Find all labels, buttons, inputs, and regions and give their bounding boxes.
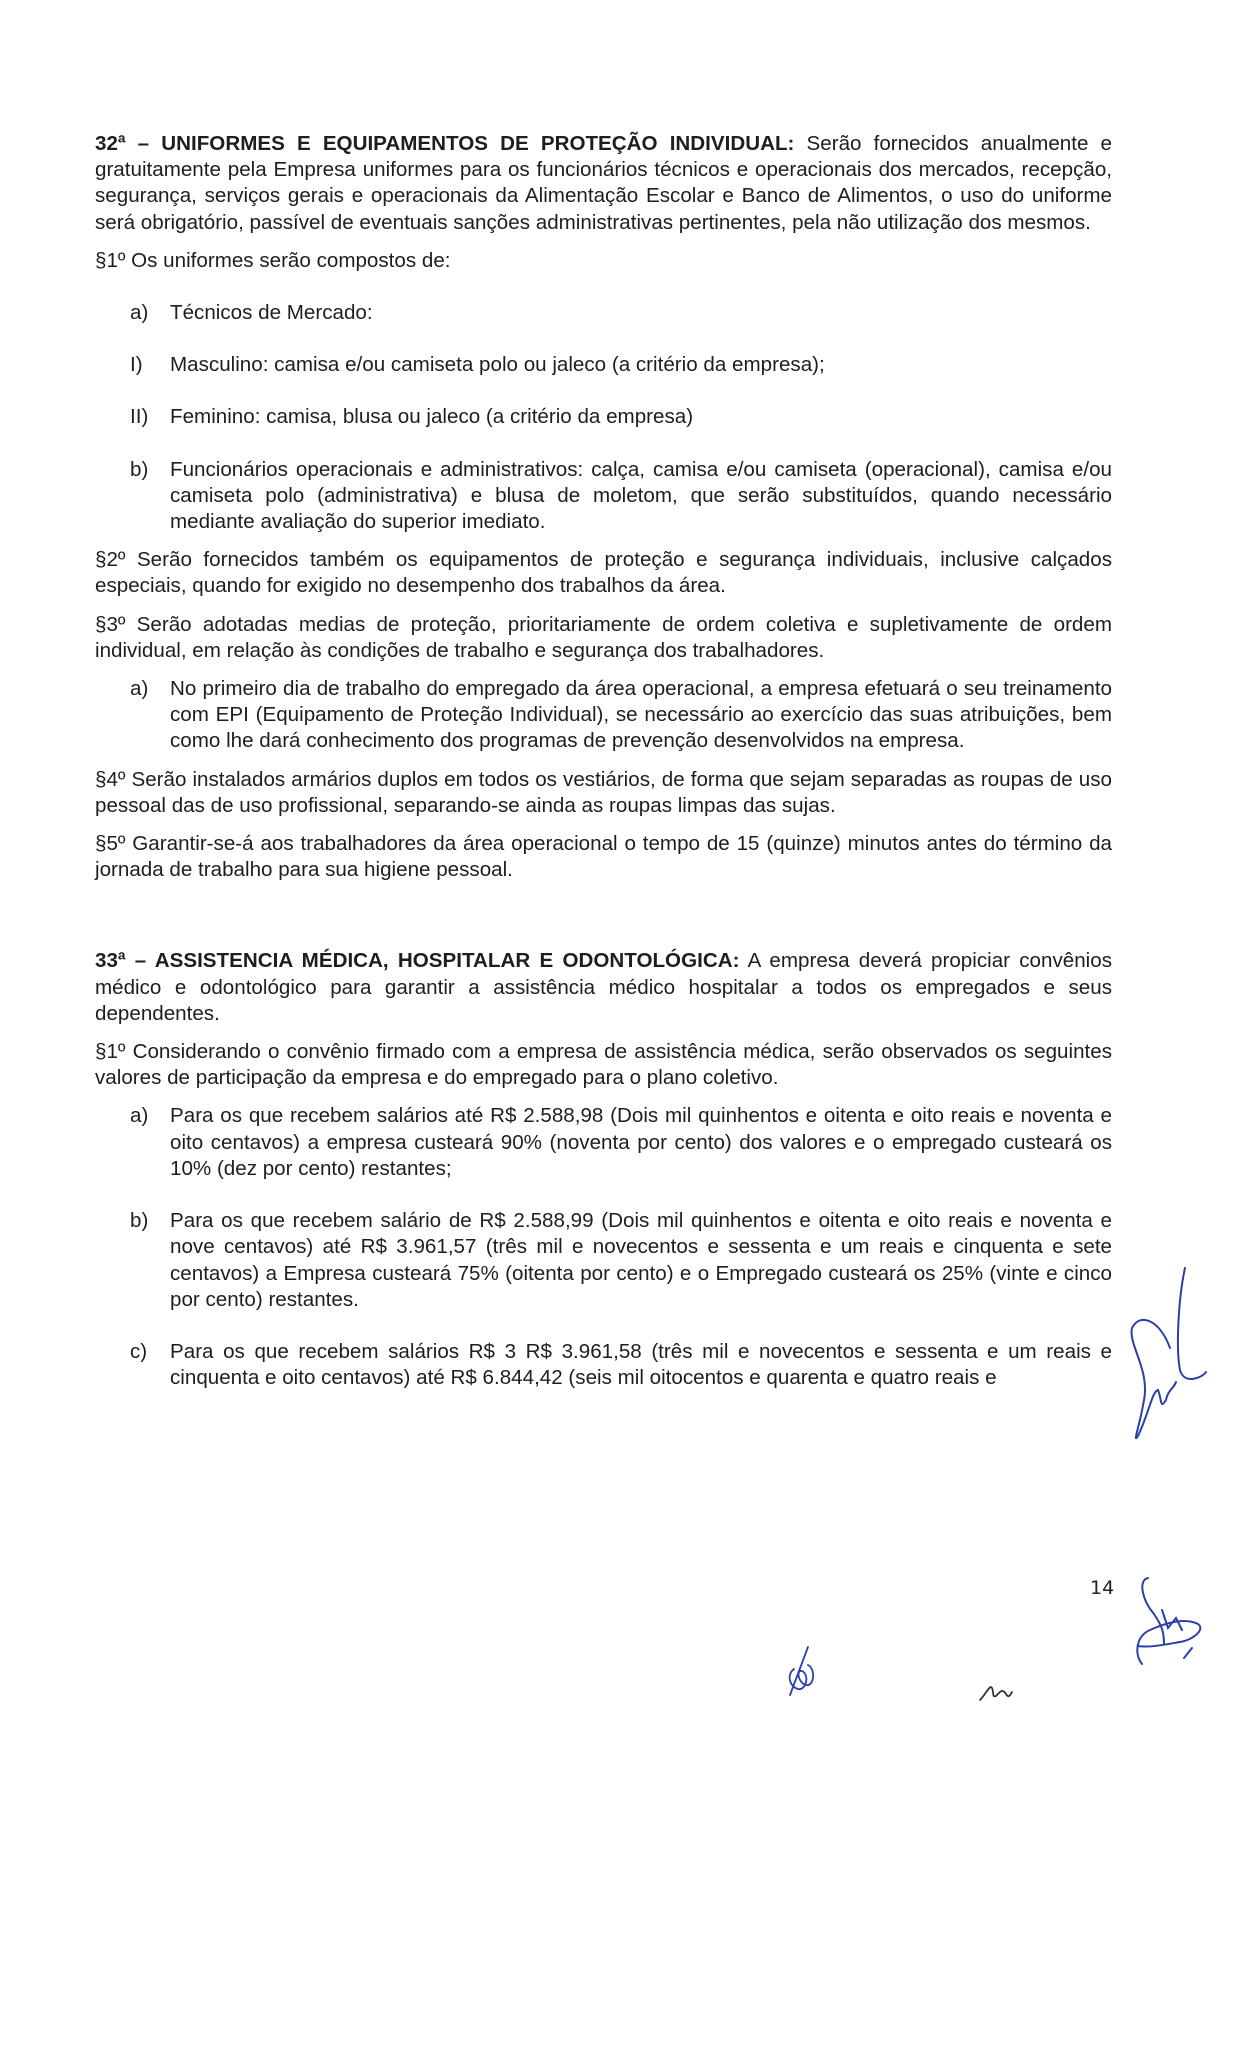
document-page [95, 131, 1112, 1391]
list-item-label: b) [130, 457, 149, 481]
list-item [130, 457, 1112, 536]
clause-32-paragraph-3: §3º Serão adotadas medias de proteção, prioritariamente de ordem coletiva e supletivamente de ordem individual, em relação às condições de trabalho e segurança dos trabalhadores. [95, 612, 1112, 662]
list-item-text: No primeiro dia de trabalho do empregado da área operacional, a empresa efetuará o seu treinamento com EPI (Equipamento de Proteção Individual), se necessário ao exercício das suas atribuições, bem como lhe dará conhecimento dos programas de prevenção desenvolvidos na empresa. [170, 677, 1112, 753]
clause-33-intro-text: A empresa deverá propiciar convênios médico e odontológico para garantir a assistência médico hospitalar a todos os empregados e seus dependentes. [95, 949, 1112, 1025]
clause-32-heading: 32ª – UNIFORMES E EQUIPAMENTOS DE PROTEÇÃO INDIVIDUAL: [95, 132, 795, 155]
page-number: 14 [1090, 1577, 1115, 1599]
list-item [130, 352, 1112, 378]
clause-32-paragraph-4: §4º Serão instalados armários duplos em todos os vestiários, de forma que sejam separadas as roupas de uso pessoal das de uso profissional, separando-se ainda as roupas limpas das sujas. [95, 767, 1112, 817]
clause-32-intro [95, 131, 1112, 236]
initials-left [780, 1645, 830, 1705]
initials-center [978, 1680, 1018, 1704]
list-item-label: II) [130, 405, 149, 429]
list-item-label: b) [130, 1209, 149, 1233]
list-item-label: I) [130, 353, 143, 377]
initials-right [1120, 1570, 1220, 1670]
list-item-text: Masculino: camisa e/ou camiseta polo ou jaleco (a critério da empresa); [170, 353, 825, 377]
list-item-text: Funcionários operacionais e administrativos: calça, camisa e/ou camiseta (operacional), camisa e/ou camiseta polo (administrativa) e blusa de moletom, que serão substituídos, quando necessário mediante avaliação do superior imediato. [170, 457, 1112, 534]
list-item-text: Para os que recebem salários até R$ 2.588,98 (Dois mil quinhentos e oitenta e oito reais e noventa e oito centavos) a empresa custeará 90% (noventa por cento) dos valores e o empregado custeará os 10% (dez por cento) restantes; [170, 1104, 1112, 1180]
signature-margin [1110, 1260, 1210, 1460]
list-item [130, 300, 1112, 326]
clause-32-paragraph-2: §2º Serão fornecidos também os equipamentos de proteção e segurança individuais, inclusive calçados especiais, quando for exigido no desempenho dos trabalhos da área. [95, 548, 1112, 598]
list-item-label: a) [130, 301, 149, 325]
clause-32-paragraph-5: §5º Garantir-se-á aos trabalhadores da área operacional o tempo de 15 (quinze) minutos antes do término da jornada de trabalho para sua higiene pessoal. [95, 832, 1112, 882]
clause-33-heading: 33ª – ASSISTENCIA MÉDICA, HOSPITALAR E ODONTOLÓGICA: [95, 949, 740, 973]
clause-32-intro-text: Serão fornecidos anualmente e gratuitamente pela Empresa uniformes para os funcionários técnicos e operacionais dos mercados, recepção, segurança, serviços gerais e operacionais da Alimentação Escolar e Banco de Alimentos, o uso do uniforme será obrigatório, passível de eventuais sanções administrativas pertinentes, pela não utilização dos mesmos. [95, 132, 1112, 234]
clause-33-paragraph-1: §1º Considerando o convênio firmado com a empresa de assistência médica, serão observados os seguintes valores de participação da empresa e do empregado para o plano coletivo. [95, 1040, 1112, 1090]
clause-32-paragraph-1: §1º Os uniformes serão compostos de: [95, 248, 451, 272]
list-item-label: a) [130, 1104, 149, 1128]
list-item-text: Para os que recebem salário de R$ 2.588,99 (Dois mil quinhentos e oitenta e oito reais e noventa e nove centavos) até R$ 3.961,57 (três mil e novecentos e sessenta e um reais e cinquenta e sete centavos) a Empresa custeará 75% (oitenta por cento) e o Empregado custeará os 25% (vinte e cinco por cento) restantes. [170, 1209, 1112, 1311]
list-item-text: Para os que recebem salários R$ 3 R$ 3.961,58 (três mil e novecentos e sessenta e um reais e cinquenta e oito centavos) até R$ 6.844,42 (seis mil oitocentos e quarenta e quatro reais e [170, 1339, 1112, 1390]
list-item [130, 676, 1112, 755]
list-item [130, 1103, 1112, 1182]
list-item [130, 1339, 1112, 1391]
list-item [130, 404, 1112, 430]
list-item-label: a) [130, 677, 149, 701]
list-item-text: Técnicos de Mercado: [170, 301, 373, 325]
clause-33-intro [95, 948, 1112, 1027]
list-item-label: c) [130, 1339, 148, 1363]
list-item [130, 1208, 1112, 1313]
list-item-text: Feminino: camisa, blusa ou jaleco (a critério da empresa) [170, 405, 694, 429]
